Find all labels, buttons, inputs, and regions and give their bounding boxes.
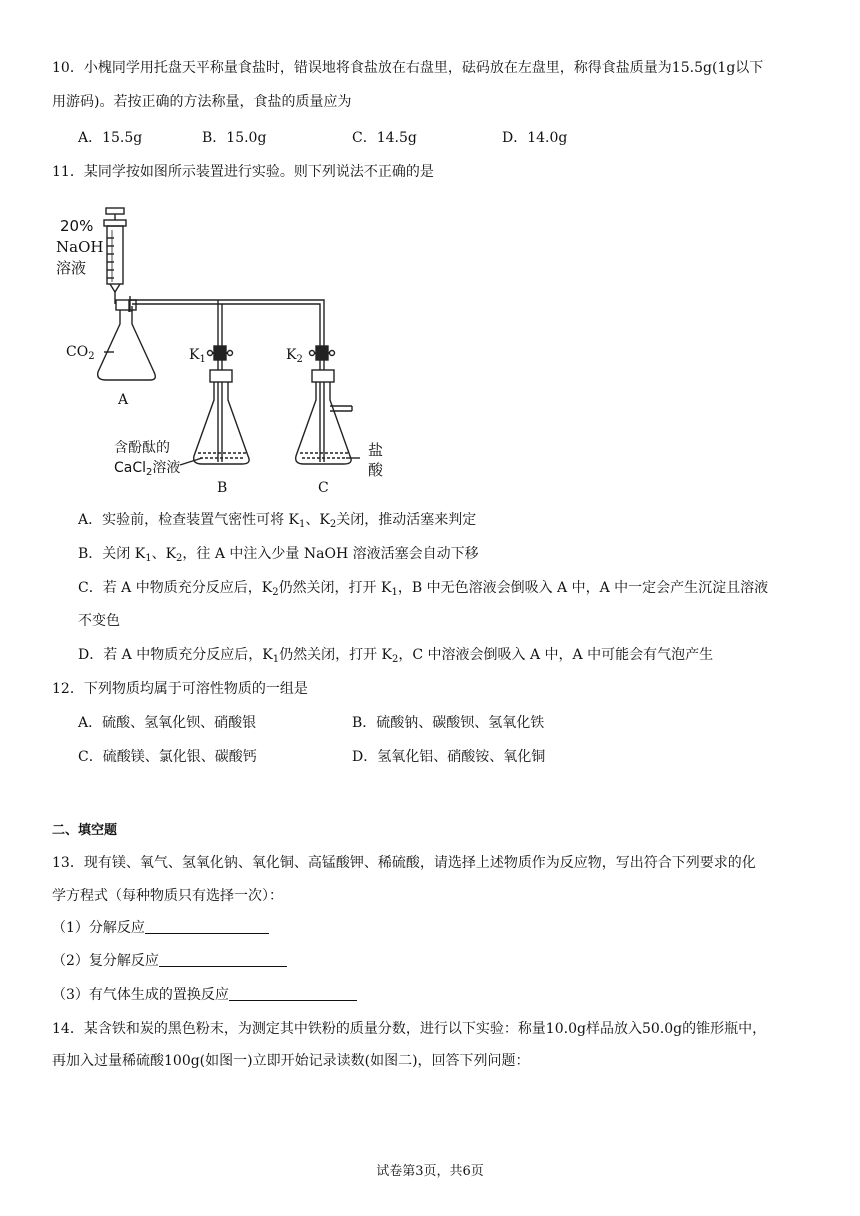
figure-label-a: A [118,392,129,408]
q14-stem-line2: 再加入过量稀硫酸100g(如图一)立即开始记录读数(如图二)，回答下列问题： [52,1053,530,1069]
q13-stem-line2: 学方程式（每种物质只有选择一次）： [52,888,283,904]
figure-label-solution: 溶液 [56,259,87,277]
figure-label-percent: 20% [60,217,94,235]
q11-option-c-line2: 不变色 [78,613,120,629]
q12-option-b: B．硫酸钠、碳酸钡、氢氧化铁 [352,715,545,731]
figure-label-naoh: NaOH [56,238,104,256]
q12-option-a: A．硫酸、氢氧化钡、硝酸银 [78,715,257,731]
figure-label-co2: $CO_2$ [66,344,95,362]
q12-stem: 12．下列物质均属于可溶性物质的一组是 [52,681,308,697]
q11-stem: 11．某同学按如图所示装置进行实验。则下列说法不正确的是 [52,164,434,180]
q13-item-2: （2）复分解反应 [52,951,287,971]
q14-stem-line1: 14．某含铁和炭的黑色粉末，为测定其中铁粉的质量分数，进行以下实验：称量10.0g样品放入50.0g的锥形瓶中， [52,1021,767,1037]
answer-blank[interactable] [229,986,357,1001]
figure-label-b-cacl2: CaCl$_2$溶液 [114,460,181,478]
q11-option-d: D．若 A 中物质充分反应后，$K_1$仍然关闭，打开 $K_2$，C 中溶液会倒吸入 A 中，A 中可能会有气泡产生 [78,647,714,665]
figure-label-k2: $K_2$ [286,347,303,365]
figure-label-acid-2: 酸 [368,461,384,479]
figure-label-c: C [318,480,329,496]
q13-stem-line1: 13．现有镁、氧气、氢氧化钠、氧化铜、高锰酸钾、稀硫酸，请选择上述物质作为反应物，写出符合下列要求的化 [52,855,756,871]
q10-option-a: A．15.5g [78,130,143,146]
q11-option-a: A．实验前，检查装置气密性可将 $K_1$、$K_2$关闭，推动活塞来判定 [78,512,477,530]
q13-item-1: （1）分解反应 [52,918,269,938]
q10-option-b: B．15.0g [202,130,267,146]
answer-blank[interactable] [145,919,269,934]
q12-option-c: C．硫酸镁、氯化银、碳酸钙 [78,749,257,765]
figure-label-b: B [217,480,228,496]
figure-label-b-indicator: 含酚酞的 [114,440,170,456]
q12-option-d: D．氢氧化铝、硝酸铵、氧化铜 [352,749,546,765]
q10-option-d: D．14.0g [502,130,568,146]
q10-stem-line1: 10．小槐同学用托盘天平称量食盐时，错误地将食盐放在右盘里，砝码放在左盘里，称得食盐质量为15.5g(1g以下 [52,60,764,76]
answer-blank[interactable] [159,952,287,967]
apparatus-figure [52,200,402,500]
q11-option-c: C．若 A 中物质充分反应后，$K_2$仍然关闭，打开 $K_1$，B 中无色溶液会倒吸入 A 中，A 中一定会产生沉淀且溶液 [78,580,769,598]
figure-label-k1: $K_1$ [189,347,206,365]
q10-stem-line2: 用游码)。若按正确的方法称量，食盐的质量应为 [52,94,352,110]
q13-item-3: （3）有气体生成的置换反应 [52,985,357,1005]
q11-option-b: B．关闭 $K_1$、$K_2$，往 A 中注入少量 NaOH 溶液活塞会自动下移 [78,546,479,564]
page-footer: 试卷第3页，共6页 [376,1164,484,1179]
q10-option-c: C．14.5g [352,130,417,146]
section-title: 二、填空题 [52,823,118,838]
figure-label-acid-1: 盐 [368,441,384,459]
